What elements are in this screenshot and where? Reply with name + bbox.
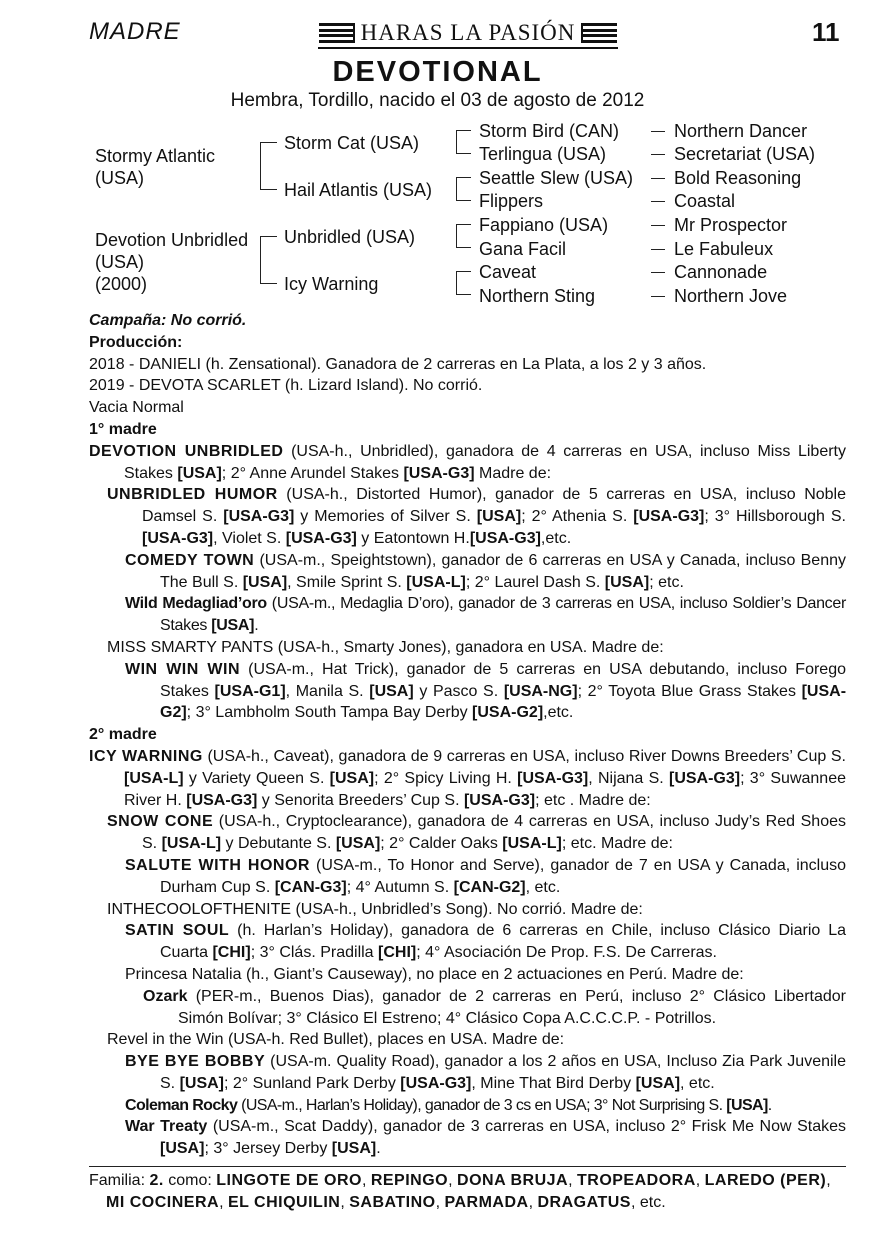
produce-entry: Ozark (PER-m., Buenos Dias), ganador de 2 carreras en Perú, incluso 2° Clásico Libertador Simón Bolívar; 3° Clásico El Estreno; 4° Clásico Copa A.C.C.C.P. - Potrillos. (143, 987, 846, 1027)
horse-description: Hembra, Tordillo, nacido el 03 de agosto de 2012 (230, 90, 645, 111)
dam-entry: DEVOTION UNBRIDLED (USA-h., Unbridled), ganadora de 4 carreras en USA, incluso Miss Liberty Stakes [USA]; 2° Anne Arundel Stakes [USA-G3] Madre de: (89, 442, 847, 482)
pedigree-dam: Devotion Unbridled (USA) (2000) (95, 230, 249, 294)
brand-underline (318, 47, 618, 49)
pedigree-gen2: Icy Warning (284, 274, 379, 294)
pedigree-bracket (260, 236, 277, 284)
pedigree-dash (651, 178, 665, 179)
production-item: 2018 - DANIELI (h. Zensational). Ganadora de 2 carreras en La Plata, a los 2 y 3 años. (89, 355, 707, 373)
pedigree-dash (651, 154, 665, 155)
pedigree-gen4: Secretariat (USA) (674, 144, 816, 164)
horse-highlight: BYE BYE BOBBY (125, 1053, 266, 1071)
produce-entry: COMEDY TOWN (USA-m., Speightstown), ganador de 6 carreras en USA y Canada, incluso Benny The Bull S. [USA], Smile Sprint S. [USA-L]; 2° Laurel Dash S. [USA]; etc. (125, 551, 847, 591)
first-dam-label: 1° madre (89, 420, 157, 438)
pedigree-dash (651, 225, 665, 226)
pedigree-gen4: Cannonade (674, 262, 768, 282)
produce-entry: Princesa Natalia (h., Giant’s Causeway), no place en 2 actuaciones en Perú. Madre de: (125, 965, 744, 983)
horse-highlight: ICY WARNING (89, 747, 203, 765)
pedigree-gen4: Bold Reasoning (674, 168, 802, 188)
produce-entry: Coleman Rocky (USA-m., Harlan’s Holiday), ganador de 3 cs en USA; 3° Not Surprising S. [USA]. (125, 1096, 772, 1114)
pedigree-gen3: Gana Facil (479, 239, 567, 259)
horse-highlight: UNBRIDLED HUMOR (107, 486, 278, 504)
pedigree-bracket (456, 130, 471, 154)
pedigree-gen2: Hail Atlantis (USA) (284, 180, 433, 200)
pedigree-gen3: Storm Bird (CAN) (479, 121, 620, 141)
brand-bars-right (581, 23, 617, 43)
horse-highlight: DEVOTION UNBRIDLED (89, 442, 284, 460)
pedigree-dash (651, 272, 665, 273)
pedigree-gen4: Le Fabuleux (674, 239, 774, 259)
produce-entry: MISS SMARTY PANTS (USA-h., Smarty Jones), ganadora en USA. Madre de: (107, 638, 664, 656)
pedigree-gen3: Seattle Slew (USA) (479, 168, 634, 188)
brand-name: HARAS LA PASIÓN (360, 20, 576, 45)
pedigree-bracket (456, 271, 471, 295)
horse-highlight: SATIN SOUL (125, 922, 230, 940)
produce-entry: Revel in the Win (USA-h. Red Bullet), places en USA. Madre de: (107, 1031, 565, 1049)
produce-entry: Wild Medagliad’oro (USA-m., Medaglia D’oro), ganador de 3 carreras en USA, incluso Soldier’s Dancer Stakes [USA]. (125, 595, 846, 635)
produce-entry: BYE BYE BOBBY (USA-m. Quality Road), ganador a los 2 años en USA, Incluso Zia Park Juvenile S. [USA]; 2° Sunland Park Derby [USA-G3], Mine That Bird Derby [USA], etc. (125, 1053, 846, 1092)
brand-logo (318, 16, 618, 50)
horse-highlight: Ozark (143, 987, 188, 1005)
catalog-body (89, 310, 846, 1160)
pedigree-gen4: Northern Dancer (674, 121, 808, 141)
horse-highlight: WIN WIN WIN (125, 660, 241, 678)
horse-highlight: SALUTE WITH HONOR (125, 856, 310, 874)
horse-highlight: SNOW CONE (107, 813, 214, 831)
pedigree-gen3: Northern Sting (479, 286, 596, 306)
pedigree-gen3: Terlingua (USA) (479, 144, 607, 164)
produce-entry: War Treaty (USA-m., Scat Daddy), ganador de 3 carreras en USA, incluso 2° Frisk Me Now Stakes [USA]; 3° Jersey Derby [USA]. (125, 1118, 846, 1158)
pedigree-gen4: Mr Prospector (674, 215, 788, 235)
produce-entry: SNOW CONE (USA-h., Cryptoclearance), ganadora de 4 carreras en USA, incluso Judy’s Red Shoes S. [USA-L] y Debutante S. [USA]; 2° Calder Oaks [USA-L]; etc. Madre de: (107, 813, 846, 853)
second-dam-label: 2° madre (89, 726, 157, 744)
pedigree-gen2: Storm Cat (USA) (284, 133, 420, 153)
pedigree-gen3: Flippers (479, 191, 544, 211)
produce-entry: INTHECOOLOFTHENITE (USA-h., Unbridled’s Song). No corrió. Madre de: (107, 900, 643, 918)
pedigree-dash (651, 296, 665, 297)
pedigree-gen3: Fappiano (USA) (479, 215, 609, 235)
page-number: 11 (812, 17, 840, 47)
horse-highlight: War Treaty (125, 1118, 208, 1136)
campaign: Campaña: No corrió. (89, 312, 247, 329)
pedigree-sire: Stormy Atlantic (USA) (95, 146, 216, 188)
horse-highlight: COMEDY TOWN (125, 551, 255, 569)
dam-entry: ICY WARNING (USA-h., Caveat), ganadora de 9 carreras en USA, incluso River Downs Breeders’ Cup S. [USA-L] y Variety Queen S. [USA]; 2° Spicy Living H. [USA-G3], Nijana S. [USA-G3]; 3° Suwannee River H. [USA-G3] y Senorita Breeders’ Cup S. [USA-G3]; etc . Madre de: (89, 747, 847, 809)
produce-entry: SATIN SOUL (h. Harlan’s Holiday), ganadora de 6 carreras en Chile, incluso Clásico Diario La Cuarta [CHI]; 3° Clás. Pradilla [CHI]; 4° Asociación De Prop. F.S. De Carreras. (125, 922, 846, 962)
produce-entry: WIN WIN WIN (USA-m., Hat Trick), ganador de 5 carreras en USA debutando, incluso Forego Stakes [USA-G1], Manila S. [USA] y Pasco S. [USA-NG]; 2° Toyota Blue Grass Stakes [USA-G2]; 3° Lambholm South Tampa Bay Derby [USA-G2],etc. (125, 660, 847, 722)
pedigree-bracket (456, 177, 471, 201)
production-label: Producción: (89, 333, 183, 351)
pedigree-gen2: Unbridled (USA) (284, 227, 416, 247)
produce-entry: SALUTE WITH HONOR (USA-m., To Honor and Serve), ganador de 7 en USA y Canada, incluso Durham Cup S. [CAN-G3]; 4° Autumn S. [CAN-G2], etc. (125, 856, 846, 896)
horse-highlight: Wild Medagliad’oro (125, 595, 267, 613)
pedigree-dash (651, 131, 665, 132)
section-label: MADRE (89, 18, 181, 45)
produce-entry: UNBRIDLED HUMOR (USA-h., Distorted Humor), ganador de 5 carreras en USA, incluso Noble Damsel S. [USA-G3] y Memories of Silver S. [USA]; 2° Athenia S. [USA-G3]; 3° Hillsborough S. [USA-G3], Violet S. [USA-G3] y Eatontown H.[USA-G3],etc. (107, 486, 847, 547)
family-note: Familia: 2. como: LINGOTE DE ORO, REPINGO, DONA BRUJA, TROPEADORA, LAREDO (PER), MI COCINERA, EL CHIQUILIN, SABATINO, PARMADA, DRAGATUS, etc. (89, 1166, 846, 1214)
pedigree-bracket (260, 142, 277, 190)
pedigree-bracket (456, 224, 471, 248)
production-item: 2019 - DEVOTA SCARLET (h. Lizard Island). No corrió. (89, 377, 483, 395)
production-item: Vacia Normal (89, 399, 184, 417)
pedigree-gen3: Caveat (479, 262, 537, 282)
pedigree-dash (651, 201, 665, 202)
pedigree-gen4: Coastal (674, 191, 736, 211)
pedigree-dash (651, 249, 665, 250)
pedigree-gen4: Northern Jove (674, 286, 788, 306)
brand-bars-left (319, 23, 355, 43)
horse-name: DEVOTIONAL (332, 56, 543, 88)
horse-highlight: Coleman Rocky (125, 1096, 238, 1114)
